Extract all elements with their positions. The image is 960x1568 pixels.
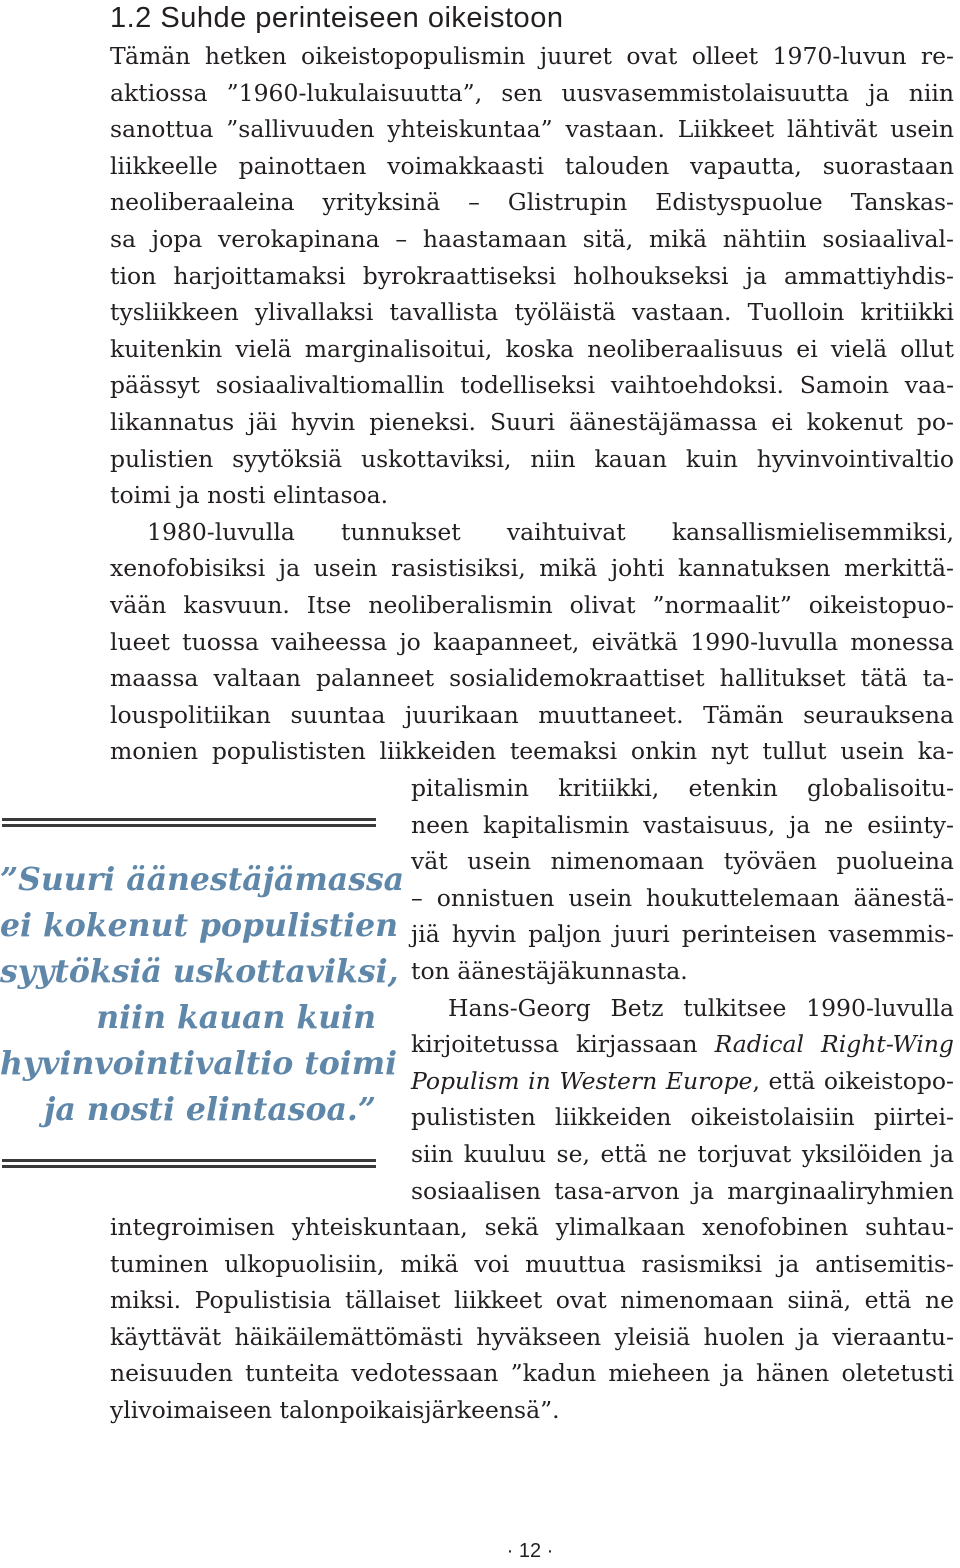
- text-line: lueet tuossa vaiheessa jo kaapanneet, eivätkä 1990-luvulla monessa: [110, 627, 954, 656]
- text-line: liikkeelle painottaen voimakkaasti talouden vapautta, suorastaan: [110, 151, 954, 180]
- text-line: maassa valtaan palanneet sosialidemokraattiset hallitukset tätä ta-: [110, 664, 954, 693]
- text-line: likannatus jäi hyvin pieneksi. Suuri äänestäjämassa ei kokenut po-: [110, 407, 954, 436]
- pull-quote-line: ja nosti elintasoa.”: [44, 1091, 376, 1128]
- text-line: toimi ja nosti elintasoa.: [110, 481, 389, 510]
- book-title-part-1: Radical Right-Wing: [714, 1030, 954, 1059]
- text-line: pulistien syytöksiä uskottaviksi, niin kauan kuin hyvinvointivaltio: [110, 444, 954, 473]
- text-fragment: kirjoitetussa kirjassaan: [411, 1030, 698, 1059]
- text-line: pitalismin kritiikki, etenkin globalisoitu-: [411, 774, 954, 802]
- body-text-bottom: [110, 1209, 954, 1429]
- text-line: sanottua ”sallivuuden yhteiskuntaa” vastaan. Liikkeet lähtivät usein: [110, 115, 954, 144]
- text-line: louspolitiikan suuntaa juurikaan muuttaneet. Tämän seurauksena: [110, 700, 954, 729]
- pull-quote-line: niin kauan kuin: [96, 999, 376, 1036]
- text-line: [411, 1026, 954, 1063]
- pull-quote-line: hyvinvointivaltio toimi: [0, 1045, 398, 1082]
- text-line: siin kuuluu se, että ne torjuvat yksilöiden ja: [411, 1139, 954, 1168]
- text-line: tion harjoittamaksi byrokraattiseksi holhoukseksi ja ammattiyhdis-: [110, 261, 954, 290]
- pull-quote-top-rule: [2, 818, 376, 827]
- section-heading: [110, 0, 563, 36]
- text-line: miksi. Populistisia tällaiset liikkeet ovat nimenomaan siinä, että ne: [110, 1286, 954, 1315]
- pull-quote-line: ”Suuri äänestäjämassa: [0, 861, 405, 898]
- paragraph-2: [110, 514, 954, 770]
- page-number: · 12 ·: [506, 1540, 554, 1562]
- pull-quote-line: syytöksiä uskottaviksi,: [0, 953, 399, 990]
- text-line: Tämän hetken oikeistopopulismin juuret ovat olleet 1970-luvun re-: [110, 42, 954, 70]
- text-line: neisuuden tunteita vedotessaan ”kadun mieheen ja hänen oletetusti: [110, 1359, 954, 1388]
- book-title-part-2: Populism in Western Europe: [411, 1066, 753, 1095]
- text-line: vät usein nimenomaan työväen puolueina: [411, 847, 954, 876]
- text-line: Hans-Georg Betz tulkitsee 1990-luvulla: [448, 993, 954, 1022]
- pull-quote-line: ei kokenut populistien: [0, 907, 399, 944]
- text-line: 1980-luvulla tunnukset vaihtuivat kansallismielisemmiksi,: [147, 517, 954, 546]
- paragraph-1: [110, 38, 954, 514]
- text-line: tuminen ulkopuolisiin, mikä voi muuttua rasismiksi ja antisemitis-: [110, 1249, 954, 1278]
- body-text-top: [110, 38, 954, 770]
- text-line: ylivoimaiseen talonpoikaisjärkeensä”.: [110, 1395, 560, 1424]
- text-line: päässyt sosiaalivaltiomallin todelliseksi vaihtoehdoksi. Samoin vaa-: [110, 371, 954, 400]
- pull-quote: [0, 818, 405, 1168]
- text-line: [411, 1063, 954, 1100]
- text-line: tysliikkeen ylivallaksi tavallista työläistä vastaan. Tuolloin kritiikki: [110, 298, 954, 327]
- text-line: – onnistuen usein houkuttelemaan äänestä-: [411, 883, 954, 912]
- text-line: ton äänestäjäkunnasta.: [411, 956, 688, 985]
- pull-quote-text: [0, 857, 405, 1133]
- text-line: pulististen liikkeiden oikeistolaisiin piirtei-: [411, 1103, 954, 1132]
- text-line: integroimisen yhteiskuntaan, sekä ylimalkaan xenofobinen suhtau-: [110, 1213, 954, 1241]
- text-line: jiä hyvin paljon juuri perinteisen vasemmis-: [411, 920, 954, 949]
- text-line: kuitenkin vielä marginalisoitui, koska neoliberaalisuus ei vielä ollut: [110, 334, 954, 363]
- text-line: käyttävät häikäilemättömästi hyväkseen yleisiä huolen ja vieraantu-: [110, 1322, 954, 1351]
- text-line: sa jopa verokapinana – haastamaan sitä, mikä nähtiin sosiaalival-: [110, 224, 954, 253]
- text-line: monien populististen liikkeiden teemaksi onkin nyt tullut usein ka-: [110, 737, 954, 766]
- section-title: Suhde perinteiseen oikeistoon: [160, 2, 564, 34]
- text-line: aktiossa ”1960-lukulaisuutta”, sen uusvasemmistolaisuutta ja niin: [110, 78, 954, 107]
- text-fragment: , että oikeistopo-: [752, 1066, 954, 1095]
- section-number: 1.2: [110, 2, 152, 34]
- pull-quote-bottom-rule: [2, 1159, 376, 1168]
- text-line: neen kapitalismin vastaisuus, ja ne esiinty-: [411, 810, 954, 839]
- text-line: neoliberaaleina yrityksinä – Glistrupin Edistyspuolue Tanskas-: [110, 188, 954, 217]
- text-line: sosiaalisen tasa-arvon ja marginaaliryhmien: [411, 1176, 954, 1205]
- text-line: xenofobisiksi ja usein rasistisiksi, mikä johti kannatuksen merkittä-: [110, 554, 954, 583]
- text-line: vään kasvuun. Itse neoliberalismin olivat ”normaalit” oikeistopuo-: [110, 590, 954, 619]
- body-text-narrow: [411, 770, 954, 1209]
